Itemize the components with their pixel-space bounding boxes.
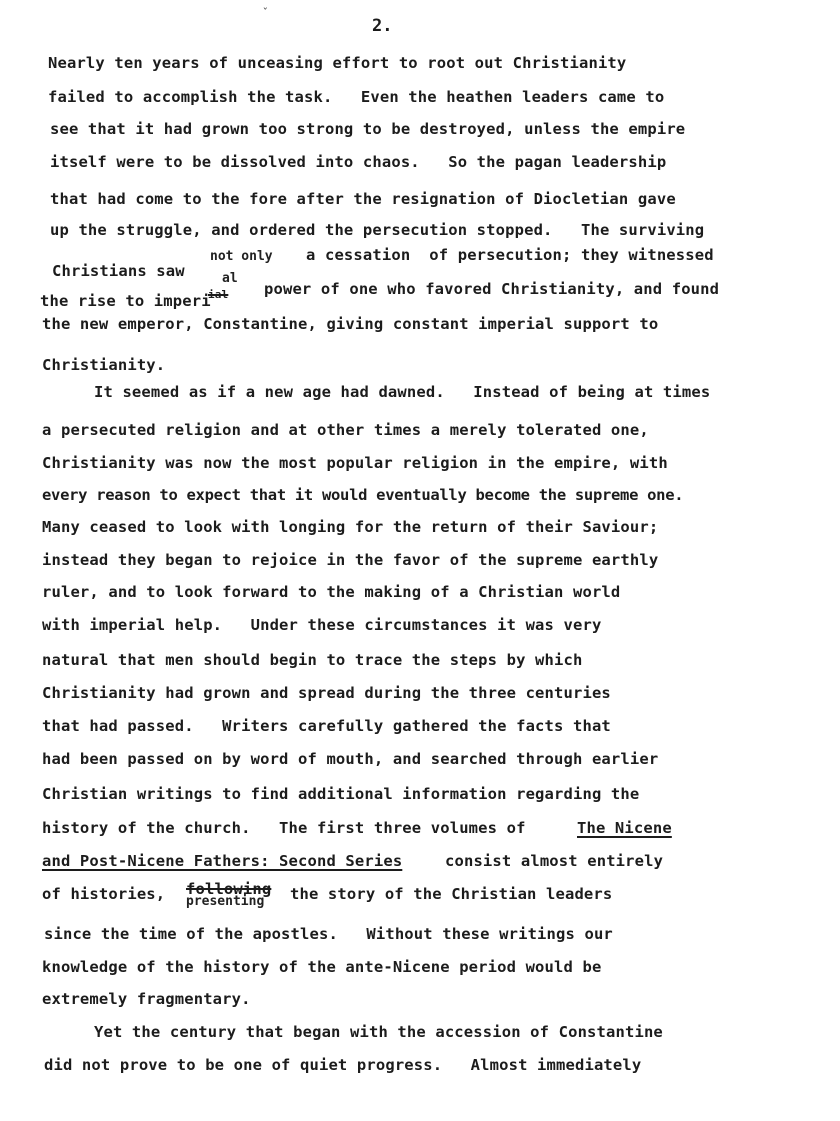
line-22: had been passed on by word of mouth, and searched through earlier [42, 750, 659, 768]
line-30: Yet the century that began with the accession of Constantine [94, 1023, 663, 1041]
page-number: 2. [372, 16, 393, 36]
line-15: Many ceased to look with longing for the return of their Saviour; [42, 518, 659, 536]
line-12: a persecuted religion and at other times a merely tolerated one, [42, 421, 649, 439]
line-11: It seemed as if a new age had dawned. Instead of being at times [94, 383, 711, 401]
line-31: did not prove to be one of quiet progress. Almost immediately [44, 1056, 642, 1074]
insertion-presenting: presenting [186, 894, 265, 909]
book-title-part2: and Post-Nicene Fathers: Second Series [42, 852, 403, 870]
line-29: extremely fragmentary. [42, 990, 251, 1008]
line-2: failed to accomplish the task. Even the heathen leaders came to [48, 88, 665, 106]
line-18: with imperial help. Under these circumstances it was very [42, 616, 602, 634]
line-10: Christianity. [42, 356, 166, 374]
line-3: see that it had grown too strong to be destroyed, unless the empire [50, 120, 686, 138]
insertion-al: al [222, 271, 238, 286]
line-19: natural that men should begin to trace the steps by which [42, 651, 583, 669]
line-26b: the story of the Christian leaders [290, 885, 613, 903]
line-20: Christianity had grown and spread during the three centuries [42, 684, 611, 702]
line-9: the new emperor, Constantine, giving constant imperial support to [42, 315, 659, 333]
line-1: Nearly ten years of unceasing effort to root out Christianity [48, 54, 627, 72]
line-7b: a cessation of persecution; they witnessed [306, 246, 714, 264]
line-5: that had come to the fore after the resignation of Diocletian gave [50, 190, 676, 208]
line-14: every reason to expect that it would eventually become the supreme one. [42, 486, 684, 504]
line-27: since the time of the apostles. Without these writings our [44, 925, 613, 943]
line-16: instead they began to rejoice in the favor of the supreme earthly [42, 551, 659, 569]
line-6: up the struggle, and ordered the persecution stopped. The surviving [50, 221, 705, 239]
line-7a: Christians saw [52, 262, 185, 280]
line-21: that had passed. Writers carefully gathered the facts that [42, 717, 611, 735]
line-25b: consist almost entirely [445, 852, 664, 870]
line-23: Christian writings to find additional information regarding the [42, 785, 640, 803]
book-title-part1: The Nicene [577, 819, 672, 837]
crossed-out-text: ial [208, 288, 229, 301]
line-28: knowledge of the history of the ante-Nicene period would be [42, 958, 602, 976]
line-17: ruler, and to look forward to the making of a Christian world [42, 583, 621, 601]
line-8a: the rise to imperi [40, 292, 211, 310]
line-8b: power of one who favored Christianity, and found [264, 280, 720, 298]
stray-mark: ˇ [262, 6, 269, 19]
insertion-not-only: not only [210, 249, 273, 264]
line-26a: of histories, [42, 885, 166, 903]
crossed-out-following: following [186, 880, 272, 898]
line-4: itself were to be dissolved into chaos. So the pagan leadership [50, 153, 667, 171]
line-24a: history of the church. The first three volumes of [42, 819, 526, 837]
line-13: Christianity was now the most popular religion in the empire, with [42, 454, 668, 472]
